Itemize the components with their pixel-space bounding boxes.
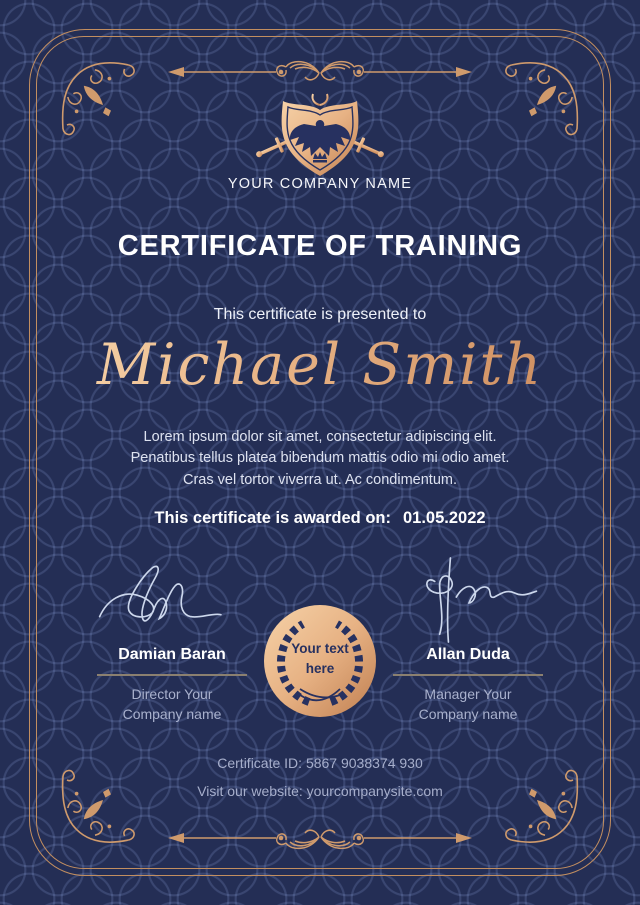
shield-crest-icon [252,90,388,180]
ornamental-divider-icon [160,56,480,88]
signature-scribble-icon [388,556,548,644]
certificate-id: Certificate ID: 5867 9038374 930 [217,755,423,771]
signer-role: Director Your Company name [122,686,222,723]
signature-block-director [82,556,262,725]
signer-role: Manager Your Company name [418,686,518,723]
certificate-title: CERTIFICATE OF TRAINING [117,230,523,262]
corner-flourish-icon [505,768,585,848]
ornamental-divider-icon [160,822,480,854]
website-line: Visit our website: yourcompanysite.com [197,783,443,799]
signer-name: Allan Duda [426,646,510,663]
recipient-name: Michael Smith [0,332,640,398]
signer-name: Damian Baran [118,646,226,663]
awarded-line [0,509,640,528]
seal-text: Your text here [291,641,349,677]
signature-scribble-icon [92,556,252,644]
corner-flourish-icon [55,57,135,137]
company-name: YOUR COMPANY NAME [227,176,413,192]
corner-flourish-icon [55,768,135,848]
signature-block-manager [378,556,558,725]
awarded-label: This certificate is awarded on: [154,509,391,527]
corner-flourish-icon [505,57,585,137]
signature-line [97,674,247,676]
laurel-seal [262,603,378,719]
signature-line [393,674,543,676]
awarded-date: 01.05.2022 [402,509,486,527]
certificate-description: Lorem ipsum dolor sit amet, consectetur adipiscing elit. Penatibus tellus platea bibendum mattis odio mi odio amet. Cras vel tortor viverra ut. Ac condimentum. [130,429,510,488]
presented-line: This certificate is presented to [213,306,427,323]
